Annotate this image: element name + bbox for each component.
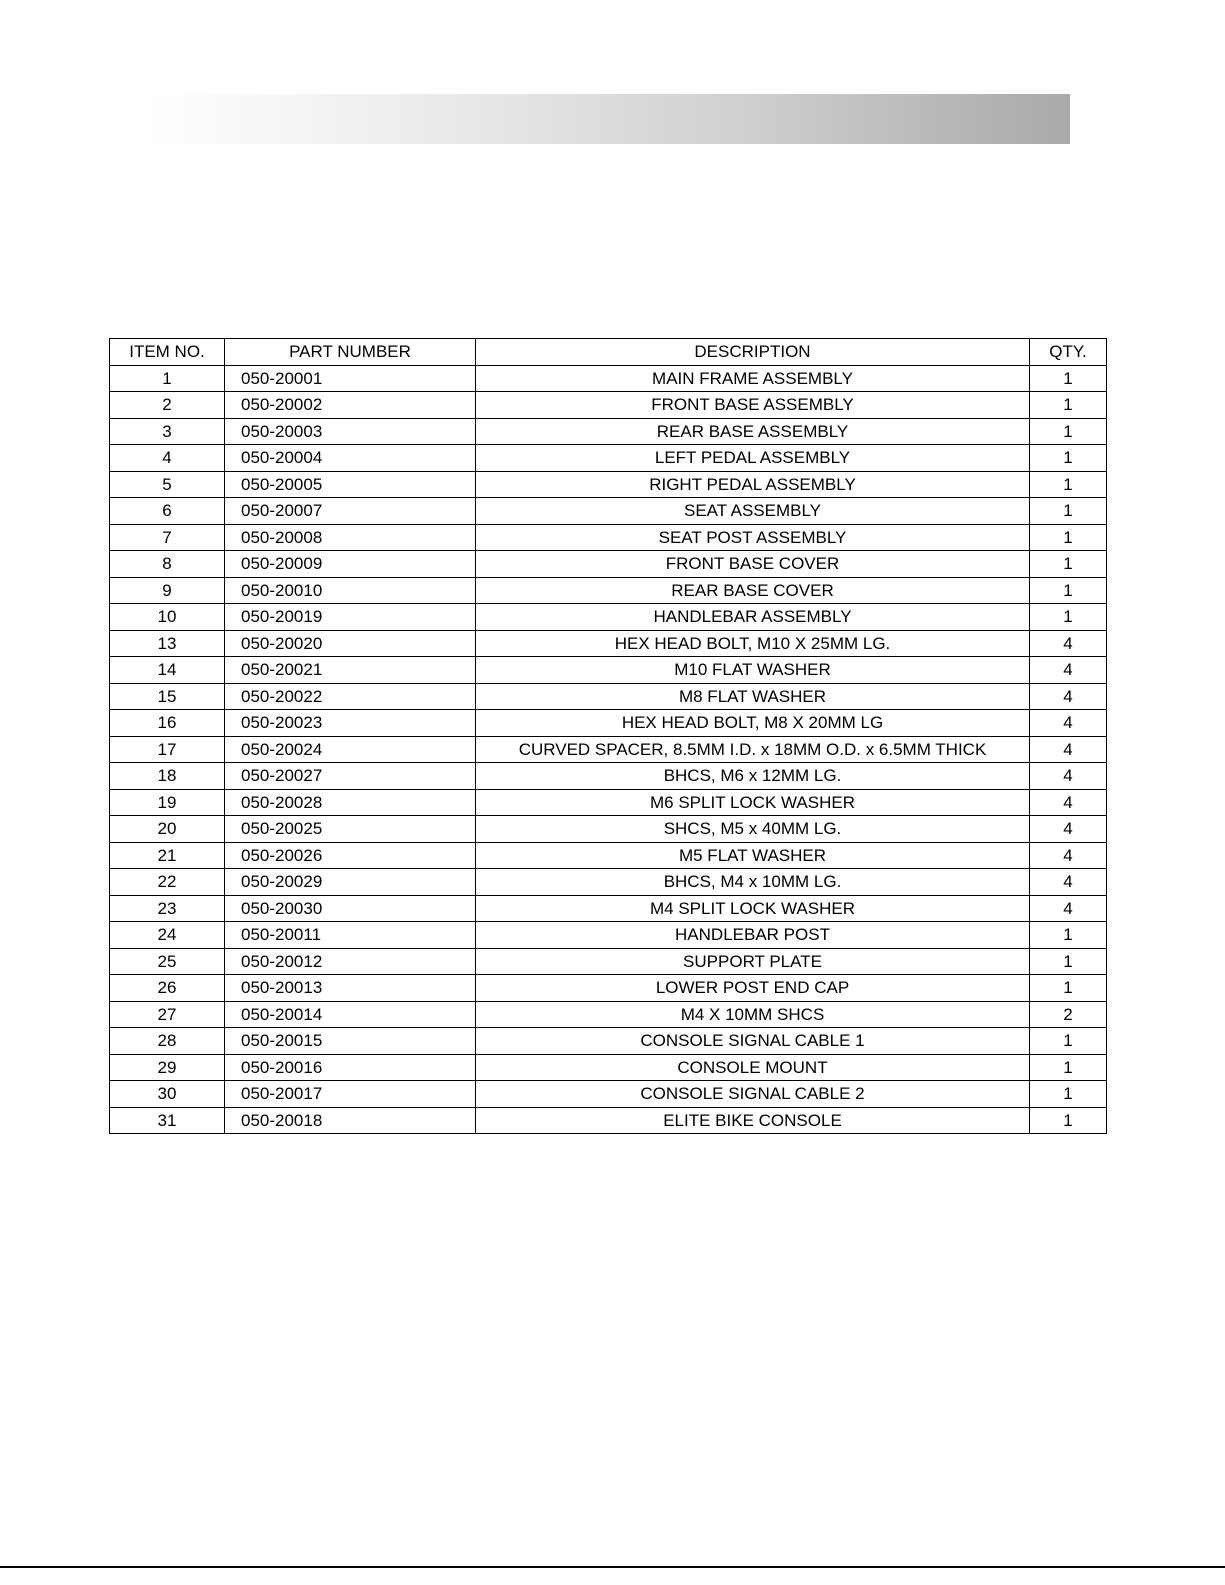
cell-qty: 1 xyxy=(1030,948,1107,975)
cell-qty: 4 xyxy=(1030,736,1107,763)
cell-part-number: 050-20022 xyxy=(225,683,476,710)
cell-item-no: 26 xyxy=(110,975,225,1002)
cell-part-number: 050-20020 xyxy=(225,630,476,657)
cell-part-number: 050-20025 xyxy=(225,816,476,843)
table-row xyxy=(110,392,1107,419)
cell-qty: 1 xyxy=(1030,445,1107,472)
cell-description: RIGHT PEDAL ASSEMBLY xyxy=(476,471,1030,498)
cell-description: CURVED SPACER, 8.5MM I.D. x 18MM O.D. x 6.5MM THICK xyxy=(476,736,1030,763)
cell-item-no: 29 xyxy=(110,1054,225,1081)
cell-qty: 1 xyxy=(1030,975,1107,1002)
cell-part-number: 050-20002 xyxy=(225,392,476,419)
table-row xyxy=(110,763,1107,790)
cell-part-number: 050-20023 xyxy=(225,710,476,737)
table-header-row xyxy=(110,339,1107,366)
table-row xyxy=(110,1054,1107,1081)
header-description: DESCRIPTION xyxy=(476,339,1030,366)
cell-item-no: 7 xyxy=(110,524,225,551)
table-row xyxy=(110,445,1107,472)
cell-part-number: 050-20026 xyxy=(225,842,476,869)
cell-qty: 1 xyxy=(1030,418,1107,445)
cell-qty: 1 xyxy=(1030,498,1107,525)
table-row xyxy=(110,816,1107,843)
cell-description: M4 X 10MM SHCS xyxy=(476,1001,1030,1028)
cell-qty: 4 xyxy=(1030,657,1107,684)
cell-part-number: 050-20012 xyxy=(225,948,476,975)
cell-qty: 1 xyxy=(1030,471,1107,498)
cell-item-no: 19 xyxy=(110,789,225,816)
cell-part-number: 050-20003 xyxy=(225,418,476,445)
cell-item-no: 2 xyxy=(110,392,225,419)
cell-description: CONSOLE MOUNT xyxy=(476,1054,1030,1081)
table-row xyxy=(110,736,1107,763)
cell-description: M8 FLAT WASHER xyxy=(476,683,1030,710)
cell-item-no: 20 xyxy=(110,816,225,843)
cell-qty: 1 xyxy=(1030,551,1107,578)
cell-part-number: 050-20014 xyxy=(225,1001,476,1028)
cell-description: FRONT BASE COVER xyxy=(476,551,1030,578)
table-row xyxy=(110,630,1107,657)
cell-item-no: 25 xyxy=(110,948,225,975)
cell-description: SHCS, M5 x 40MM LG. xyxy=(476,816,1030,843)
cell-qty: 4 xyxy=(1030,710,1107,737)
table-row xyxy=(110,1081,1107,1108)
table-row xyxy=(110,922,1107,949)
table-row xyxy=(110,471,1107,498)
table-row xyxy=(110,365,1107,392)
cell-part-number: 050-20024 xyxy=(225,736,476,763)
cell-description: CONSOLE SIGNAL CABLE 2 xyxy=(476,1081,1030,1108)
cell-description: LEFT PEDAL ASSEMBLY xyxy=(476,445,1030,472)
cell-part-number: 050-20017 xyxy=(225,1081,476,1108)
cell-part-number: 050-20030 xyxy=(225,895,476,922)
cell-description: M10 FLAT WASHER xyxy=(476,657,1030,684)
cell-qty: 4 xyxy=(1030,869,1107,896)
table-row xyxy=(110,657,1107,684)
cell-item-no: 9 xyxy=(110,577,225,604)
table-body xyxy=(110,365,1107,1134)
cell-description: LOWER POST END CAP xyxy=(476,975,1030,1002)
cell-description: REAR BASE ASSEMBLY xyxy=(476,418,1030,445)
cell-qty: 1 xyxy=(1030,577,1107,604)
cell-qty: 4 xyxy=(1030,789,1107,816)
table-row xyxy=(110,975,1107,1002)
cell-description: M5 FLAT WASHER xyxy=(476,842,1030,869)
table-row xyxy=(110,842,1107,869)
cell-description: HANDLEBAR ASSEMBLY xyxy=(476,604,1030,631)
cell-item-no: 13 xyxy=(110,630,225,657)
cell-qty: 1 xyxy=(1030,1054,1107,1081)
cell-item-no: 21 xyxy=(110,842,225,869)
header-item-no: ITEM NO. xyxy=(110,339,225,366)
table-row xyxy=(110,498,1107,525)
table-row xyxy=(110,577,1107,604)
header-qty: QTY. xyxy=(1030,339,1107,366)
cell-item-no: 30 xyxy=(110,1081,225,1108)
cell-part-number: 050-20029 xyxy=(225,869,476,896)
page-bottom-rule xyxy=(0,1566,1225,1568)
header-part-number: PART NUMBER xyxy=(225,339,476,366)
header-gradient-bar xyxy=(150,94,1070,144)
cell-description: ELITE BIKE CONSOLE xyxy=(476,1107,1030,1134)
cell-qty: 1 xyxy=(1030,365,1107,392)
cell-description: CONSOLE SIGNAL CABLE 1 xyxy=(476,1028,1030,1055)
cell-item-no: 16 xyxy=(110,710,225,737)
cell-description: BHCS, M4 x 10MM LG. xyxy=(476,869,1030,896)
cell-part-number: 050-20004 xyxy=(225,445,476,472)
table-row xyxy=(110,1001,1107,1028)
cell-description: HANDLEBAR POST xyxy=(476,922,1030,949)
cell-description: HEX HEAD BOLT, M8 X 20MM LG xyxy=(476,710,1030,737)
cell-part-number: 050-20016 xyxy=(225,1054,476,1081)
cell-description: SEAT POST ASSEMBLY xyxy=(476,524,1030,551)
cell-description: SEAT ASSEMBLY xyxy=(476,498,1030,525)
cell-part-number: 050-20018 xyxy=(225,1107,476,1134)
cell-part-number: 050-20021 xyxy=(225,657,476,684)
cell-item-no: 31 xyxy=(110,1107,225,1134)
table-row xyxy=(110,948,1107,975)
table-row xyxy=(110,1028,1107,1055)
cell-part-number: 050-20010 xyxy=(225,577,476,604)
cell-part-number: 050-20028 xyxy=(225,789,476,816)
cell-qty: 1 xyxy=(1030,604,1107,631)
cell-item-no: 8 xyxy=(110,551,225,578)
cell-description: HEX HEAD BOLT, M10 X 25MM LG. xyxy=(476,630,1030,657)
cell-item-no: 3 xyxy=(110,418,225,445)
table-row xyxy=(110,895,1107,922)
cell-description: SUPPORT PLATE xyxy=(476,948,1030,975)
cell-qty: 1 xyxy=(1030,1107,1107,1134)
cell-description: FRONT BASE ASSEMBLY xyxy=(476,392,1030,419)
cell-part-number: 050-20005 xyxy=(225,471,476,498)
cell-qty: 1 xyxy=(1030,922,1107,949)
table-row xyxy=(110,551,1107,578)
cell-item-no: 1 xyxy=(110,365,225,392)
cell-part-number: 050-20001 xyxy=(225,365,476,392)
cell-qty: 4 xyxy=(1030,816,1107,843)
cell-part-number: 050-20007 xyxy=(225,498,476,525)
cell-part-number: 050-20013 xyxy=(225,975,476,1002)
cell-qty: 4 xyxy=(1030,683,1107,710)
table-row xyxy=(110,1107,1107,1134)
cell-part-number: 050-20027 xyxy=(225,763,476,790)
cell-qty: 4 xyxy=(1030,842,1107,869)
cell-description: BHCS, M6 x 12MM LG. xyxy=(476,763,1030,790)
cell-qty: 1 xyxy=(1030,1081,1107,1108)
cell-qty: 2 xyxy=(1030,1001,1107,1028)
cell-item-no: 4 xyxy=(110,445,225,472)
cell-item-no: 28 xyxy=(110,1028,225,1055)
cell-description: REAR BASE COVER xyxy=(476,577,1030,604)
table-row xyxy=(110,418,1107,445)
cell-description: M4 SPLIT LOCK WASHER xyxy=(476,895,1030,922)
table-row xyxy=(110,869,1107,896)
cell-description: M6 SPLIT LOCK WASHER xyxy=(476,789,1030,816)
cell-item-no: 24 xyxy=(110,922,225,949)
table-row xyxy=(110,683,1107,710)
cell-description: MAIN FRAME ASSEMBLY xyxy=(476,365,1030,392)
table-row xyxy=(110,789,1107,816)
cell-item-no: 17 xyxy=(110,736,225,763)
cell-qty: 4 xyxy=(1030,630,1107,657)
cell-part-number: 050-20011 xyxy=(225,922,476,949)
cell-item-no: 5 xyxy=(110,471,225,498)
cell-part-number: 050-20008 xyxy=(225,524,476,551)
cell-qty: 4 xyxy=(1030,895,1107,922)
cell-item-no: 18 xyxy=(110,763,225,790)
table-row xyxy=(110,710,1107,737)
cell-qty: 4 xyxy=(1030,763,1107,790)
cell-qty: 1 xyxy=(1030,524,1107,551)
cell-item-no: 15 xyxy=(110,683,225,710)
cell-item-no: 6 xyxy=(110,498,225,525)
cell-item-no: 27 xyxy=(110,1001,225,1028)
cell-item-no: 22 xyxy=(110,869,225,896)
cell-qty: 1 xyxy=(1030,1028,1107,1055)
cell-part-number: 050-20019 xyxy=(225,604,476,631)
cell-qty: 1 xyxy=(1030,392,1107,419)
cell-item-no: 23 xyxy=(110,895,225,922)
cell-item-no: 10 xyxy=(110,604,225,631)
table-row xyxy=(110,604,1107,631)
table-row xyxy=(110,524,1107,551)
cell-item-no: 14 xyxy=(110,657,225,684)
parts-list-table xyxy=(109,338,1107,1134)
cell-part-number: 050-20015 xyxy=(225,1028,476,1055)
cell-part-number: 050-20009 xyxy=(225,551,476,578)
